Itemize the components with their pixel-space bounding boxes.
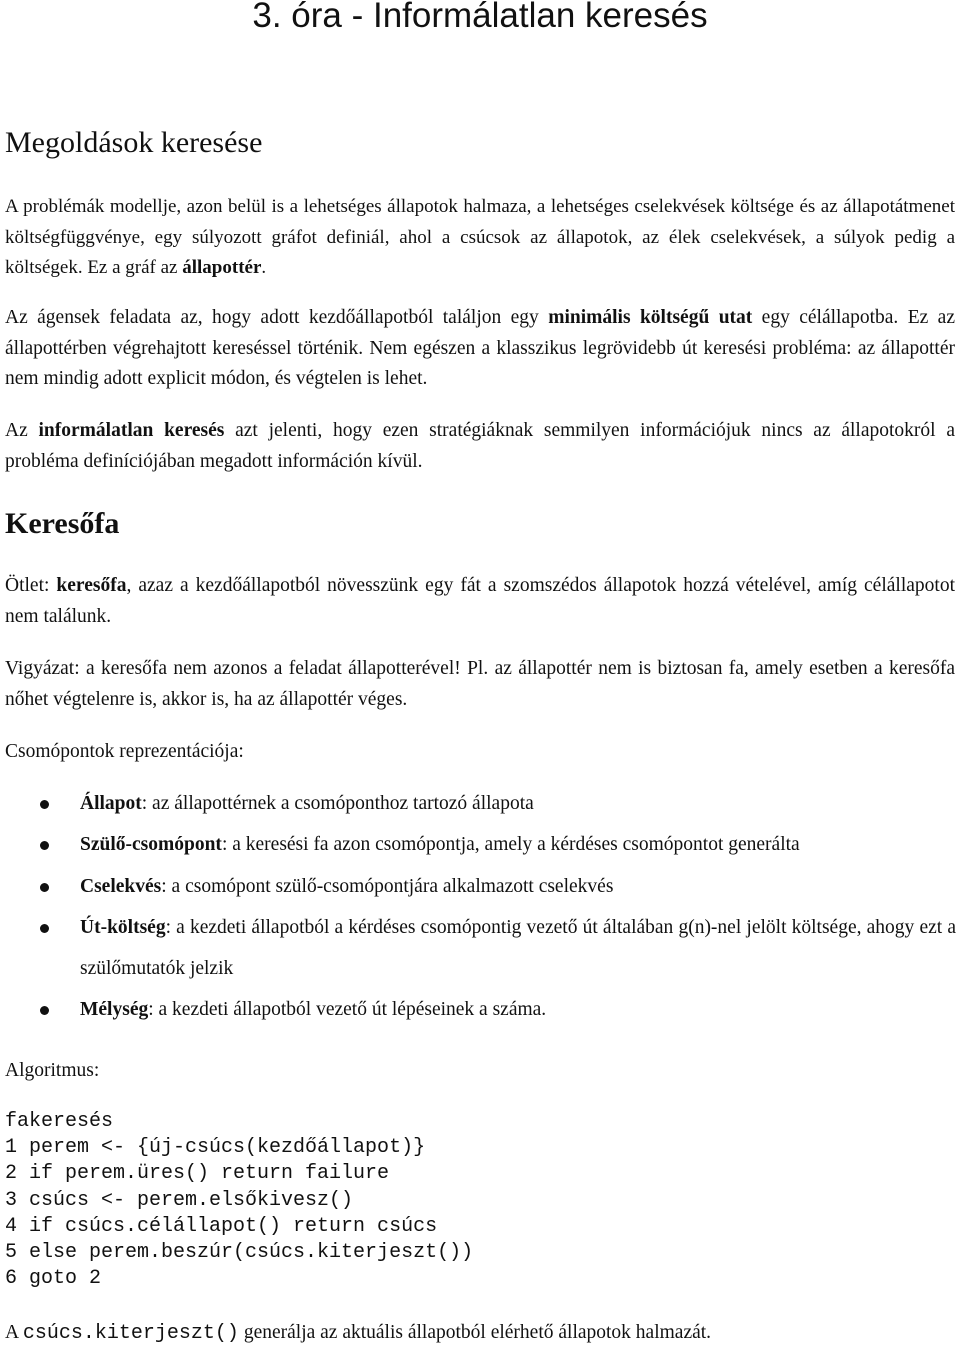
code-line: 4 if csúcs.célállapot() return csúcs: [5, 1214, 438, 1238]
bullet-icon: [40, 883, 49, 892]
code-line: fakeresés: [5, 1110, 114, 1133]
code-line: 6 goto 2: [5, 1267, 102, 1291]
bullet-icon: [40, 841, 49, 850]
section-heading-keresofa: Keresőfa: [5, 507, 120, 540]
code-line: 1 perem <- {új-csúcs(kezdőállapot)}: [5, 1136, 426, 1160]
term-uninformed-search: informálatlan keresés: [38, 420, 225, 441]
paragraph-node-representation: Csomópontok reprezentációja:: [5, 741, 244, 762]
code-line: 5 else perem.beszúr(csúcs.kiterjeszt()): [5, 1241, 474, 1265]
code-line: 2 if perem.üres() return failure: [5, 1162, 390, 1186]
algorithm-label: Algoritmus:: [5, 1060, 100, 1081]
paragraph-agent-task: Az ágensek feladata az, hogy adott kezdőállapotból találjon egy minimális költségű utat egy célállapotba. Ez az állapottérben végrehajtott kereséssel történik. Nem egészen a klasszikus legrövidebb út keresési probléma: az állapottér nem mindig adott explicit módon, és végtelen is lehet.: [5, 307, 955, 389]
list-item-melyseg: Mélység: a kezdeti állapotból vezető út lépéseinek a száma.: [80, 999, 547, 1020]
paragraph-warning: Vigyázat: a keresőfa nem azonos a feladat állapotterével! Pl. az állapottér nem is biztosan fa, amely esetben a keresőfa nőhet végtelenre is, akkor is, ha az állapottér véges.: [5, 658, 955, 710]
paragraph-uninformed-search: Az informálatlan keresés azt jelenti, hogy ezen stratégiáknak semmilyen információjuk nincs az állapotokról a probléma definíciójában megadott információn kívül.: [5, 420, 955, 472]
page-title: 3. óra - Informálatlan keresés: [252, 0, 708, 35]
section-heading-megoldasok: Megoldások keresése: [5, 126, 263, 159]
list-item-ut-koltseg: Út-költség: a kezdeti állapotból a kérdéses csomópontig vezető út általában g(n)-nel jelölt költsége, ahogy ezt a szülőmutatók jelzik: [80, 917, 956, 979]
code-line: 3 csúcs <- perem.elsőkivesz(): [5, 1188, 354, 1212]
bullet-icon: [40, 1006, 49, 1015]
list-item-szulo-csomopont: Szülő-csomópont: a keresési fa azon csomópontja, amely a kérdéses csomópontot generálta: [80, 834, 800, 855]
term-keresofa: keresőfa: [56, 575, 127, 596]
algorithm-code-block: [5, 1109, 473, 1292]
term-minimal-cost-path: minimális költségű utat: [548, 307, 753, 328]
paragraph-idea: Ötlet: keresőfa, azaz a kezdőállapotból növesszünk egy fát a szomszédos állapotok hozzá vételével, amíg célállapotot nem találunk.: [5, 575, 955, 627]
paragraph-expand-explanation: A csúcs.kiterjeszt() generálja az aktuális állapotból elérhető állapotok halmazát.: [5, 1322, 712, 1345]
inline-code: csúcs.kiterjeszt(): [22, 1322, 239, 1345]
paragraph-problem-model: A problémák modellje, azon belül is a lehetséges állapotok halmaza, a lehetséges cselekvések költsége és az állapotátmenet költségfüggvénye, egy súlyozott gráfot definiál, ahol a csúcsok az állapotok, az élek cselekvések, a súlyok pedig a költségek. Ez a gráf az állapottér.: [5, 196, 955, 278]
bullet-icon: [40, 800, 49, 809]
term-allapotter: állapottér: [182, 257, 262, 278]
bullet-icon: [40, 924, 49, 933]
list-item-allapot: Állapot: az állapottérnek a csomóponthoz tartozó állapota: [80, 793, 534, 814]
list-item-cselekves: Cselekvés: a csomópont szülő-csomópontjára alkalmazott cselekvés: [80, 876, 614, 897]
